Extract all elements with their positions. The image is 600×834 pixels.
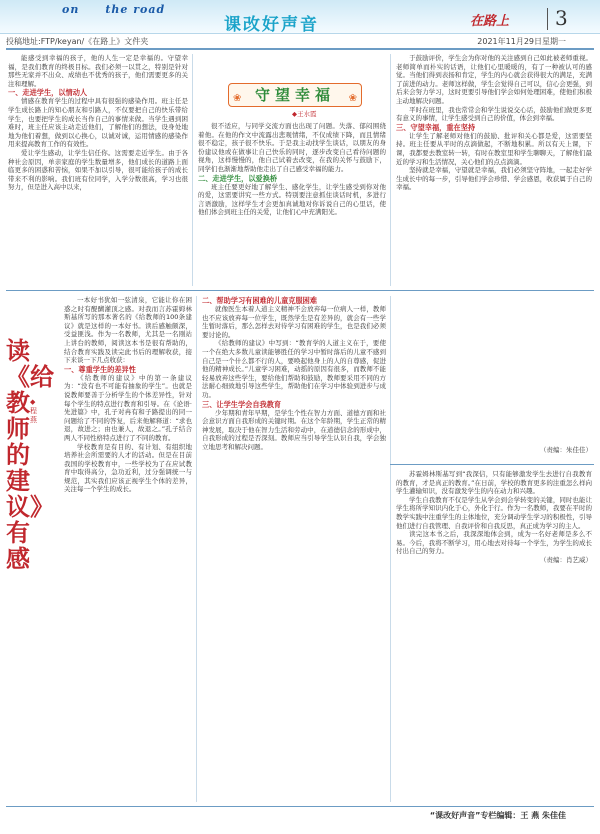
article1-column-1: [8, 54, 188, 286]
section-heading: 一、尊重学生的差异性: [64, 364, 136, 374]
article1-column-2: [198, 122, 386, 286]
submission-address: 投稿地址:FTP/keyan/《在路上》文件夹: [6, 37, 149, 46]
header-rule: [6, 48, 594, 50]
paragraph: 读完这本书之后，我深深地体会到，成为一名好老师是多么不易。今后，我将不断学习，用心地去对待每一个学生，为学生的成长付出自己的努力。: [396, 530, 592, 556]
paragraph: 于鼓励评价，学生会为你对他的关注感到自己如此被老师重视。老师简单而朴实的话语，让他们心里暖暖的，有了一种被认可的感觉。当他们得到表扬和肯定，学生的内心就会获得很大的满足，充满了前进的动力。老师这样做，学生会觉得自己可以，信心会更强，到后来会努力学习，这时更要引导他们学会如何处理困难，使他们积极主动地解决问题。: [396, 54, 592, 105]
paragraph: 学生自我教育不仅是学生从学会到会学转变的关键，同时也能让学生将所学知识内化于心，外化于行。作为一名教师，我要在平时的教学实践中注重学生的主体地位，充分调动学生学习的积极性，引导他们进行自我管理、自我评价和自我反思，真正成为学习的主人。: [396, 495, 592, 530]
paragraph: 一本好书犹如一弦清泉，它能让你在困惑之时有醍醐灌顶之感。对我而言苏霍姆林斯基所写的那本著名的《给教师的100条建议》就是这样的一本好书。读后感触颇深，受益匪浅。作为一名教师，尤其是一名刚站上讲台的教师，阅读这本书是很有帮助的，结合教育实践及读完此书后的理解收获，接下来谈一下几点收获：: [64, 296, 192, 365]
paragraph: 平时在班里，我也常常会和学生说说交心话，鼓励他们做更多更有意义的事情，让学生感受到自己的价值，体会到幸福。: [396, 105, 592, 123]
section-heading: 二、走进学生，以爱换桥: [198, 173, 278, 183]
article2-column-1: [64, 296, 192, 802]
editor-note: （责编：朱佳佳）: [540, 446, 592, 454]
paragraph: 少年期和青年早期，是学生个性在智力方面、道德方面和社会意识方面自我形成的关键时期。在这个年龄期，学生正常的精神发展，取决于他在智力生活和劳动中，在道德信念的形成中，自我形成的过程是否深刻。教师应当引导学生认识自我，学会独立地思考和解决问题。: [202, 408, 386, 451]
column-divider: [192, 54, 193, 286]
section-title: 课改好声音: [224, 15, 319, 35]
editor-note: （责编：肖艺威）: [540, 555, 592, 564]
column-divider: [390, 296, 391, 802]
article2-author: ◆程燕: [30, 398, 37, 424]
paragraph: 让学生了解老师对他们的鼓励、批评和关心都是爱，这需要坚持。班主任要从平时的点滴做起，不断地积累。所以有天上课，下课，我都要去教室转一转，有时在教室里和学生聊聊天，了解他们最近的学习和生活情况，关心他们的点点滴滴。: [396, 131, 592, 166]
paragraph: 苏霍姆林斯基写到“我深信，只有能够激发学生去进行自我教育的教育，才是真正的教育。”在日前，学校的教育更多的注重怎么样向学生灌输知识，没有激发学生的内在动力和兴趣。: [396, 470, 592, 496]
paragraph: 学校教育是有目的、有计划、有组织地培养社会所需要的人才的活动。但是在目前我国的学校教育中，一些学校为了在应试教育中取得高分，急功近利，过分强调统一与规范，其实我们应该正视学生个体的差异，关注每一个学生的成长。: [64, 442, 192, 494]
article2-title: 读《给教师的建议》有感: [6, 336, 54, 573]
paragraph: 很不适应，与同学交流方面也出现了问题。失落、郁闷围绕着他。在他的作文中流露出悲观情绪，不仅成绩下降，而且情绪很不稳定，孩子很不快乐。于是我主动找学生谈话，以朋友的身份建议他或在做事让自己快乐的同时，逐步改变自己看待问题的视角，这样慢慢的，他自己试着去改变，在我的关怀与鼓励下，同学们也渐渐地帮助他走出了自己感受幸福的能力。: [198, 122, 386, 173]
brand-title: 在路上: [470, 14, 510, 29]
header-banner: [0, 0, 600, 34]
footer-editors: “课改好声音”专栏编辑：王 燕 朱佳佳: [429, 811, 566, 820]
footer-rule: [6, 806, 594, 807]
article1-author: ◆王水霞: [292, 110, 317, 118]
article2-column-2: [202, 296, 386, 802]
article-separator-right: [390, 464, 594, 465]
paragraph: 《给教师的建议》中的第一条建议为：“没有也不可能有抽象的学生”。也就是说教师要善于分析学生的个体差异性，针对每个学生的特点进行教育和引导。在《论语·先进篇》中，孔子对冉有和子路提出的同一问题给了不同的答复，后来他解释道：“求也退，故进之；由也兼人，故退之。”孔子结合两人不同性格特点进行了不同的教育。: [64, 373, 192, 442]
section-heading: 三、守望幸福，重在坚持: [396, 122, 476, 132]
on-the-road-logo: [62, 3, 165, 16]
section-heading: 三、让学生学会自我教育: [202, 399, 282, 409]
column-divider: [196, 296, 197, 802]
logo-word-left: on: [62, 3, 80, 16]
column-divider: [390, 54, 391, 286]
page-number: 3: [555, 6, 568, 30]
paragraph: 能感受到幸福的孩子，他的人生一定是幸福的。守望幸福，是我们教育的终极目标。我们必须一以贯之，特别是针对那些无家并不出众、成绩也不优秀的孩子，他们需要更多的关注和理解。: [8, 54, 188, 88]
paragraph: 就像医生本着人道主义精神不会放弃每一位病人一样，教师也不应该放弃每一位学生，既然学生是有差异的，就会有一些学生暂时落后，那么怎样去对待学习有困难的学生，也是我们必须要讨论的。: [202, 305, 386, 339]
article-separator: [6, 290, 594, 291]
logo-word-right: the road: [105, 3, 166, 16]
paragraph: 班主任要更好地了解学生、感化学生，让学生感受到你对他的爱，这需要讲究一些方式。特别要注意抓住谈话时机，多进行言语激励，这样学生才会更加真诚地对你诉说自己的心里话，使他们体会到班主任的关爱，让他们心中充满阳光。: [198, 182, 386, 217]
article1-editor-note: [396, 446, 592, 460]
article1-title: ❀ 守望幸福 ❀: [228, 83, 362, 107]
section-heading: 二、帮助学习有困难的儿童克服困难: [202, 296, 318, 305]
paragraph: 坚持就是幸福，守望就是幸福，我们必须坚守阵地，一起走好学生成长中的每一步，引导他们学会珍惜、学会感恩，收获属于自己的幸福。: [396, 166, 592, 192]
issue-date: 2021年11月29日星期一: [477, 37, 566, 46]
article2-column-3: [396, 470, 592, 802]
article1-column-3: [396, 54, 592, 286]
paragraph: 爱让学生感动，让学生信任你。这需要走近学生。由于各种社会原因，单亲家庭的学生数量增多，他们成长的道路上面临更多的困惑和苦恼，如果不加以引导，很可能给孩子的成长带来不利的影响。我们班有位同学，入学分数很高，学习也很努力，但是进入高中以来，: [8, 148, 188, 192]
paragraph: 情感在教育学生的过程中具有很强的感染作用。班主任是学生成长路上的知心朋友和引路人，不仅要把自己的快乐带给学生，也要把学生的成长当作自己的事情来做。当学生遇到困难时，班主任应该主动走近他们，了解他们的想法，设身处地地为他们着想，做到以心换心，以诚对诚，运用情感的感染作用来提高教育工作的有效性。: [8, 97, 188, 149]
header-subbar: [0, 34, 600, 48]
section-heading: 一、走进学生，以情动人: [8, 88, 88, 98]
paragraph: 《给教师的建议》中写到：“教育学的人道主义在于，要使一个在绝大多数儿童读能够胜任的学习中暂时落后的儿童不感到自己是一个什么都不行的人，要唤起他身上的人的自尊感，促进他的精神成长。”儿童学习困难，动摇的原因有很多，而教师不能轻易放弃这些学生，要给他们帮助和鼓励，教师要采用不同的方法耐心细致地引导这些学生，帮助他们在学习中体验到进步与成功。: [202, 339, 386, 399]
